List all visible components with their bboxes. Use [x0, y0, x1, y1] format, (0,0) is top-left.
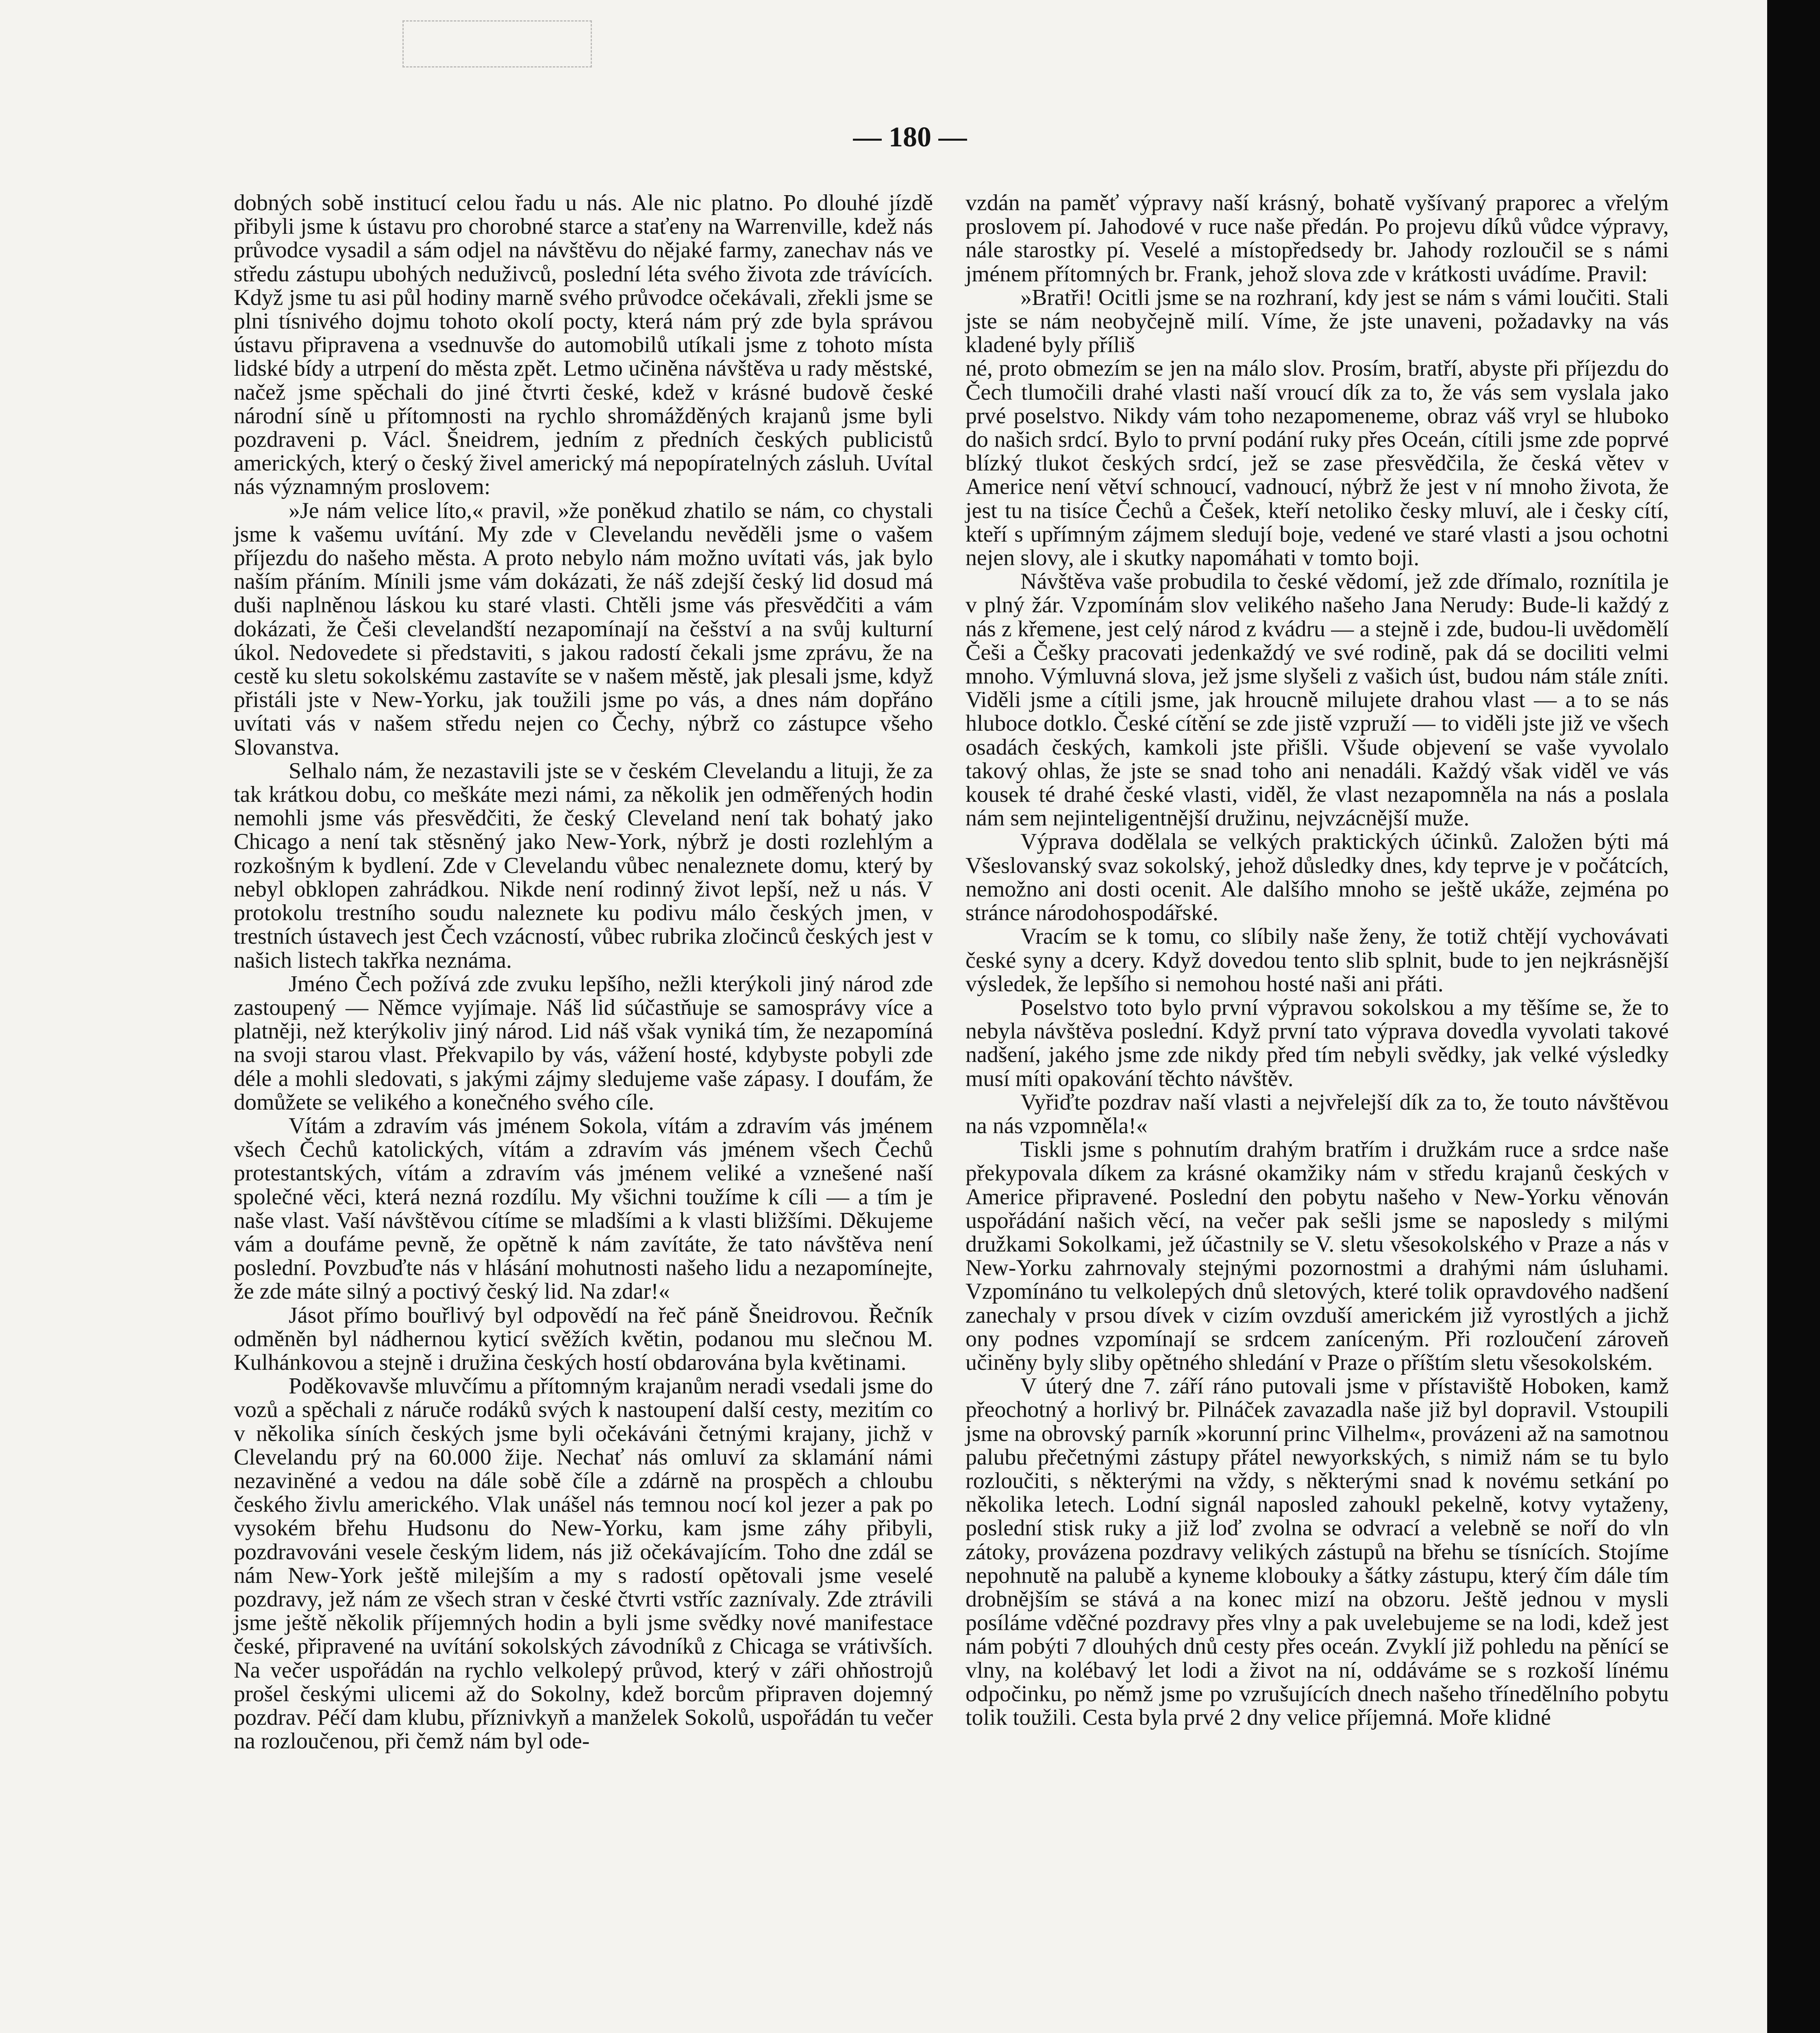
- right-column: [965, 191, 1669, 1729]
- page-number: — 180 —: [853, 122, 967, 153]
- paragraph: Jméno Čech požívá zde zvuku lepšího, nežli kterýkoli jiný národ zde zastoupený — Němce vyjímaje. Náš lid súčastňuje se samosprávy více a platněji, než kterýkoliv jiný národ. Lid náš však vyniká tím, že nezapomíná na svoji starou vlast. Překvapilo by vás, vážení hosté, kdybyste pobyli zde déle a mohli sledovati, s jakými zájmy sledujeme vaše zápasy. I doufám, že domůžete se velikého a konečného svého cíle.: [234, 971, 933, 1115]
- paragraph: Vracím se k tomu, co slíbily naše ženy, že totiž chtějí vychovávati české syny a dcery. Když dovedou tento slib splnit, bude to jen nejkrásnější výsledek, že lepšího si nemohou hosté naši ani přáti.: [965, 924, 1669, 997]
- left-column: [234, 191, 933, 1753]
- paragraph: né, proto obmezím se jen na málo slov. Prosím, bratří, abyste při příjezdu do Čech tlumočili drahé vlasti naší vroucí dík za to, že vás sem vyslala jako prvé poselstvo. Nikdy vám toho nezapomeneme, obraz váš vryl se hluboko do našich srdcí. Bylo to první podání ruky přes Oceán, cítili jsme zde poprvé blízký tlukot českých srdcí, jež se zase přesvědčila, že česká větev v Americe není větví schnoucí, vadnoucí, nýbrž že jest v ní mnoho života, že jest tu na tisíce Čechů a Češek, kteří netoliko česky mluví, ale i česky cítí, kteří s upřímným zájmem sledují boje, vedené ve staré vlasti a jsou ochotni nejen slovy, ale i skutky napomáhati v tomto boji.: [965, 356, 1669, 571]
- paragraph: Vítám a zdravím vás jménem Sokola, vítám a zdravím vás jménem všech Čechů katolických, vítám a zdravím vás jménem všech Čechů protestantských, vítám a zdravím vás jménem veliké a vznešené naší společné věci, která nezná rozdílu. My všichni toužíme k cíli — a tím je naše vlast. Vaší návštěvou cítíme se mladšími a k vlasti bližšími. Děkujeme vám a doufáme pevně, že opětně k nám zavítáte, že tato návštěva není poslední. Povzbuďte nás v hlásání mohutnosti našeho lidu a nezapomínejte, že zde máte silný a poctivý český lid. Na zdar!«: [234, 1113, 933, 1304]
- paragraph: Vyřiďte pozdrav naší vlasti a nejvřelejší dík za to, že touto návštěvou na nás vzpomněla!«: [965, 1089, 1669, 1138]
- paragraph: Jásot přímo bouřlivý byl odpovědí na řeč páně Šneidrovou. Řečník odměněn byl nádhernou kyticí svěžích květin, podanou mu slečnou M. Kulhánkovou a stejně i družina českých hostí obdarována byla květinami.: [234, 1302, 933, 1375]
- paragraph: Návštěva vaše probudila to české vědomí, jež zde dřímalo, roznítila je v plný žár. Vzpomínám slov velikého našeho Jana Nerudy: Bude-li každý z nás z křemene, jest celý národ z kvádru — a stejně i zde, budou-li uvědomělí Češi a Češky pracovati jedenkaždý ve své rodině, pak dá se dociliti velmi mnoho. Výmluvná slova, jež jsme slyšeli z vašich úst, budou nám stále zníti. Viděli jsme a cítili jsme, jak hroucně milujete drahou vlast — a to se nás hluboce dotklo. České cítění se zde jistě vzpruží — to viděli jste již ve všech osadách českých, kamkoli jste přišli. Všude objevení se vaše vyvolalo takový ohlas, že jste se snad toho ani nenadáli. Každý však viděl ve vás kousek té drahé české vlasti, viděl, že vlast nezapomněla na nás a poslala nám sem nejinteligentnější družinu, nejvzácnější muže.: [965, 569, 1669, 831]
- paragraph: »Je nám velice líto,« pravil, »že poněkud zhatilo se nám, co chystali jsme k vašemu uvítání. My zde v Clevelandu nevěděli jsme o vašem příjezdu do našeho města. A proto nebylo nám možno uvítati vás, jak bylo naším přáním. Mínili jsme vám dokázati, že náš zdejší český lid dosud má duši naplněnou láskou ku staré vlasti. Chtěli jsme vás přesvědčiti a vám dokázati, že Češi clevelandští nezapomínají na češství a na svůj kulturní úkol. Nedovedete si představiti, s jakou radostí čekali jsme zprávu, že na cestě ku sletu sokolskému zastavíte se v našem městě, jak plesali jsme, když přistáli jste v New-Yorku, jak toužili jsme po vás, a dnes nám dopřáno uvítati vás v našem středu nejen co Čechy, nýbrž co zástupce všeho Slovanstva.: [234, 498, 933, 760]
- paragraph: Tiskli jsme s pohnutím drahým bratřím i družkám ruce a srdce naše překypovala díkem za krásné okamžiky nám v středu krajanů českých v Americe připravené. Poslední den pobytu našeho v New-Yorku věnován uspořádání našich věcí, na večer pak sešli jsme se naposledy s milými družkami Sokolkami, jež účastnily se V. sletu všesokolského v Praze a nás v New-Yorku zahrnovaly stejnými pozornostmi a drahými nám úsluhami. Vzpomínáno tu velkolepých dnů sletových, které tolik opravdového nadšení zanechaly v prsou dívek v cizím ovzduší americkém již vyrostlých a jichž ony podnes vzpomínají se srdcem zaníceným. Při rozloučení zároveň učiněny byly sliby opětného shledání v Praze o příštím sletu všesokolském.: [965, 1137, 1669, 1375]
- paragraph: Poselstvo toto bylo první výpravou sokolskou a my těšíme se, že to nebyla návštěva poslední. Když první tato výprava dovedla vyvolati takové nadšení, jakého jsme zde nikdy před tím nebyli svědky, jak velké výsledky musí míti opakování těchto návštěv.: [965, 995, 1669, 1091]
- paragraph: V úterý dne 7. září ráno putovali jsme v přístaviště Hoboken, kamž přeochotný a horlivý br. Pilnáček zavazadla naše již byl dopravil. Vstoupili jsme na obrovský parník »korunní princ Vilhelm«, provázeni až na samotnou palubu přečetnými zástupy přátel newyorkských, s nimiž nám se tu bylo rozloučiti, s některými na vždy, s některými snad k novému setkání po několika letech. Lodní signál naposled zahoukl pekelně, kotvy vytaženy, poslední stisk ruky a již loď zvolna se odvrací a velebně se noří do vln zátoky, provázena pozdravy velikých zástupů na břehu se tísnících. Stojíme nepohnutě na palubě a kyneme klobouky a šátky zástupu, který čím dále tím drobnějším se stává a na konec mizí na obzoru. Ještě jednou v mysli posíláme vděčné pozdravy přes vlny a pak uvelebujeme se na lodi, kdež jest nám pobýti 7 dlouhých dnů cesty přes oceán. Zvyklí již pohledu na pěnící se vlny, na kolébavý let lodi a život na ní, oddáváme se s rozkoší línému odpočinku, po němž jsme po vzrušujících dnech našeho třínedělního pobytu tolik toužili. Cesta byla prvé 2 dny velice příjemná. Moře klidné: [965, 1373, 1669, 1730]
- paragraph: vzdán na paměť výpravy naší krásný, bohatě vyšívaný praporec a vřelým proslovem pí. Jahodové v ruce naše předán. Po projevu díků vůdce výpravy, nále starostky pí. Veselé a místopředsedy br. Jahody rozloučil se s námi jménem přítomných br. Frank, jehož slova zde v krátkosti uvádíme. Pravil:: [965, 190, 1669, 287]
- paragraph: Selhalo nám, že nezastavili jste se v českém Clevelandu a lituji, že za tak krátkou dobu, co meškáte mezi námi, za několik jen odměřených hodin nemohli jsme vás přesvědčiti, že český Cleveland není tak bohatý jako Chicago a není tak stěsněný jako New-York, nýbrž je dosti rozlehlým a rozkošným k bydlení. Zde v Clevelandu vůbec nenaleznete domu, který by nebyl obklopen zahrádkou. Nikde není rodinný život lepší, než u nás. V protokolu trestního soudu naleznete ku podivu málo českých jmen, v trestních ústavech jest Čech vzácností, vůbec rubrika zločinců českých jest v našich listech takřka neznáma.: [234, 758, 933, 973]
- paragraph: dobných sobě institucí celou řadu u nás. Ale nic platno. Po dlouhé jízdě přibyli jsme k ústavu pro chorobné starce a staťeny na Warrenville, kdež nás průvodce vysadil a sám odjel na návštěvu do nějaké farmy, zanechav nás ve středu zástupu ubohých neduživců, poslední léta svého života zde trávících. Když jsme tu asi půl hodiny marně svého průvodce očekávali, zřekli jsme se plni tísnivého dojmu tohoto okolí pocty, která nám prý zde byla správou ústavu připravena a vsednuvše do automobilů utíkali jsme z tohoto místa lidské bídy a utrpení do města zpět. Letmo učiněna návštěva u rady městské, načež jsme spěchali do jiné čtvrti české, kdež v krásné budově české národní síně u přítomnosti na rychlo shromážděných krajanů jsme byli pozdraveni p. Václ. Šneidrem, jedním z předních českých publicistů amerických, který o český živel americký má nepopíratelných zásluh. Uvítal nás významným proslovem:: [234, 190, 933, 500]
- library-stamp: [402, 20, 592, 67]
- paragraph: »Bratři! Ocitli jsme se na rozhraní, kdy jest se nám s vámi loučiti. Stali jste se nám neobyčejně milí. Víme, že jste unaveni, požadavky na vás kladené byly příliš: [965, 285, 1669, 358]
- paragraph: Výprava dodělala se velkých praktických účinků. Založen býti má Všeslovanský svaz sokolský, jehož důsledky dnes, kdy teprve je v počátcích, nemožno ani dosti ocenit. Ale dalšího mnoho se ještě ukáže, zejména po stránce národohospodářské.: [965, 829, 1669, 926]
- scan-border-right: [1767, 0, 1820, 2033]
- paragraph: Poděkovavše mluvčímu a přítomným krajanům neradi vsedali jsme do vozů a spěchali z náruče rodáků svých k nastoupení další cesty, mezitím co v několika síních českých jsme byli očekáváni četnými krajany, jichž v Clevelandu prý na 60.000 žije. Nechať nás omluví za sklamání námi nezaviněné a vedou na dále sobě číle a zdárně na prospěch a chloubu českého živlu amerického. Vlak unášel nás temnou nocí kol jezer a pak po vysokém břehu Hudsonu do New-Yorku, kam jsme záhy přibyli, pozdravováni vesele českým lidem, nás již očekávajícím. Toho dne zdál se nám New-York ještě milejším a my s radostí opětovali jsme veselé pozdravy, jež nám ze všech stran v české čtvrti vstříc zaznívaly. Zde ztrávili jsme ještě několik příjemných hodin a byli jsme svědky nové manifestace české, připravené na uvítání sokolských závodníků z Chicaga se vrátivších. Na večer uspořádán na rychlo velkolepý průvod, který v záři ohňostrojů prošel českými ulicemi až do Sokolny, kdež borcům připraven dojemný pozdrav. Péčí dam klubu, příznivkyň a manželek Sokolů, uspořádán tu večer na rozloučenou, při čemž nám byl ode-: [234, 1373, 933, 1754]
